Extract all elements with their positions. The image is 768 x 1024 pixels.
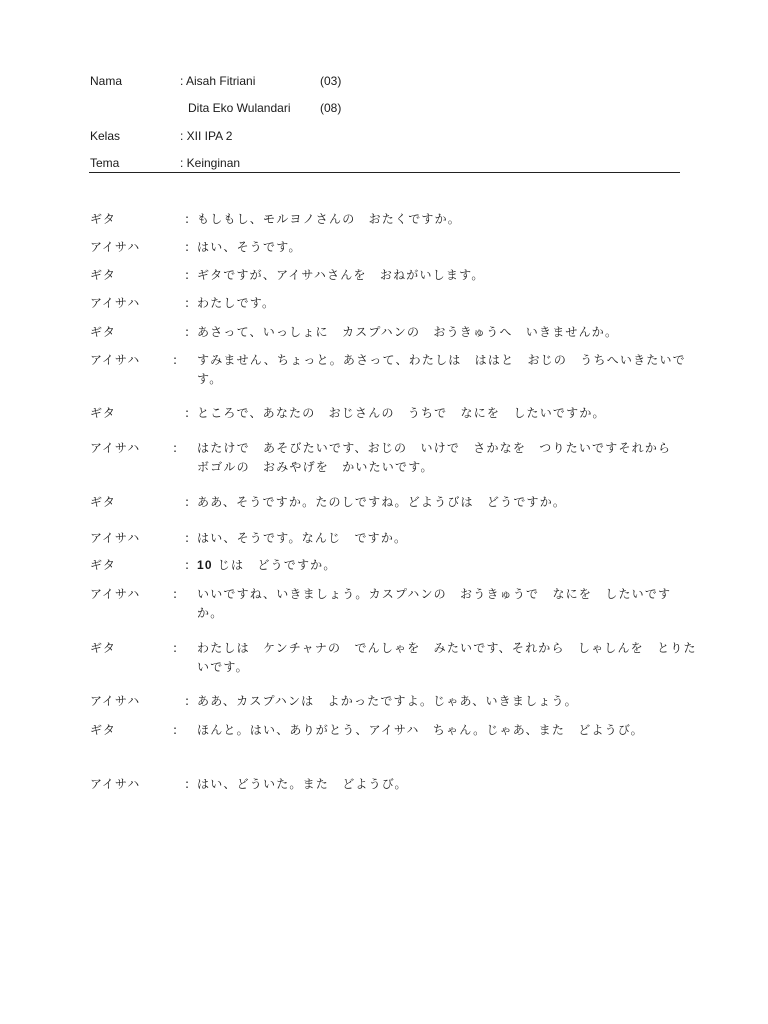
speaker-name: ギタ: [90, 641, 116, 655]
kelas-value: : XII IPA 2: [180, 129, 233, 143]
nama-value-1: : Aisah Fitriani: [180, 74, 256, 88]
speaker-name: ギタ: [90, 723, 116, 737]
nama-value-2: Dita Eko Wulandari: [188, 101, 291, 115]
speaker-name: アイサハ: [90, 441, 141, 455]
speaker-name: ギタ: [90, 325, 116, 339]
speaker-name: ギタ: [90, 268, 116, 282]
dialogue-text: ほんと。はい、ありがとう、アイサハ ちゃん。じゃあ、また どようび。: [197, 723, 644, 737]
nama-number-2: (08): [320, 101, 342, 115]
header-divider: [89, 172, 680, 173]
dialogue-text: はい、そうです。なんじ ですか。: [197, 531, 408, 545]
speaker-name: ギタ: [90, 406, 116, 420]
nama-number-1: (03): [320, 74, 342, 88]
nama-label: Nama: [90, 74, 123, 88]
dialogue-text: もしもし、モルヨノさんの おたくですか。: [197, 212, 462, 226]
speaker-name: アイサハ: [90, 353, 141, 367]
dialogue-text: じは どうですか。: [212, 558, 337, 572]
dialogue-text: あさって、いっしょに カスプハンの おうきゅうへ いきませんか。: [197, 325, 619, 339]
speaker-name: アイサハ: [90, 531, 141, 545]
tema-label: Tema: [90, 156, 120, 170]
speaker-name: ギタ: [90, 558, 116, 572]
speaker-name: アイサハ: [90, 777, 141, 791]
dialogue-text: いいですね、いきましょう。カスプハンの おうきゅうで なにを したいですか。: [197, 587, 672, 620]
speaker-name: アイサハ: [90, 240, 141, 254]
speaker-name: ギタ: [90, 212, 116, 226]
tema-value: : Keinginan: [180, 156, 241, 170]
speaker-name: アイサハ: [90, 587, 141, 601]
speaker-name: アイサハ: [90, 296, 141, 310]
time-number: 10: [197, 558, 213, 572]
speaker-name: ギタ: [90, 495, 116, 509]
speaker-name: アイサハ: [90, 694, 141, 708]
dialogue-text: ああ、そうですか。たのしですね。どようびは どうですか。: [197, 495, 567, 509]
dialogue-text: すみません、ちょっと。あさって、わたしは ははと おじの うちへいきたいです。: [197, 353, 686, 386]
dialogue-text: はたけで あそびたいです、おじの いけで さかなを つりたいですそれから ボゴルの おみやげを かいたいです。: [197, 441, 685, 474]
dialogue-text: ところで、あなたの おじさんの うちで なにを したいですか。: [197, 406, 606, 420]
dialogue-text: ギタですが、アイサハさんを おねがいします。: [197, 268, 485, 282]
dialogue-text: はい、どういた。また どようび。: [197, 777, 408, 791]
document-page: Nama : Aisah Fitriani (03) Dita Eko Wulandari (08) Kelas : XII IPA 2 Tema : Keinginan ギタ : もしもし、モルヨノさんの おたくですか。 アイサハ : はい、そうです。 ギタ : ギタですが、アイサハさんを おねがいします。 アイサハ : わたしです。 ギタ : あさって、いっしょに カスプハンの おうきゅうへ いきませんか。 アイサハ : すみません、ちょっと。あさって、わたしは ははと おじの うちへいきたいです。 ギタ : ところで、あなたの おじさんの うちで なにを したいですか。 アイサハ : はたけで あそびたいです、おじの いけで さかなを つりたいですそれから ボゴルの おみやげを かいたいです。 ギタ : ああ、そうですか。たのしですね。どようびは どうですか。 アイサハ : はい、そうです。なんじ ですか。 ギタ : 10 じは どうですか。 アイサハ : いいですね、いきましょう。カスプハンの おうきゅうで なにを したいですか。 ギタ : わたしは ケンチャナの でんしゃを みたいです、それから しゃしんを とりたいです。 アイサハ : ああ、カスプハンは よかったですよ。じゃあ、いきましょう。 ギタ : ほんと。はい、ありがとう、アイサハ ちゃん。じゃあ、また どようび。 アイサハ : はい、どういた。また どようび。: [0, 0, 768, 1024]
dialogue-text: わたしです。: [197, 296, 276, 310]
kelas-label: Kelas: [90, 129, 121, 143]
dialogue-text: ああ、カスプハンは よかったですよ。じゃあ、いきましょう。: [197, 694, 578, 708]
dialogue-text: わたしは ケンチャナの でんしゃを みたいです、それから しゃしんを とりたいです。: [197, 641, 697, 674]
dialogue-text: はい、そうです。: [197, 240, 302, 254]
